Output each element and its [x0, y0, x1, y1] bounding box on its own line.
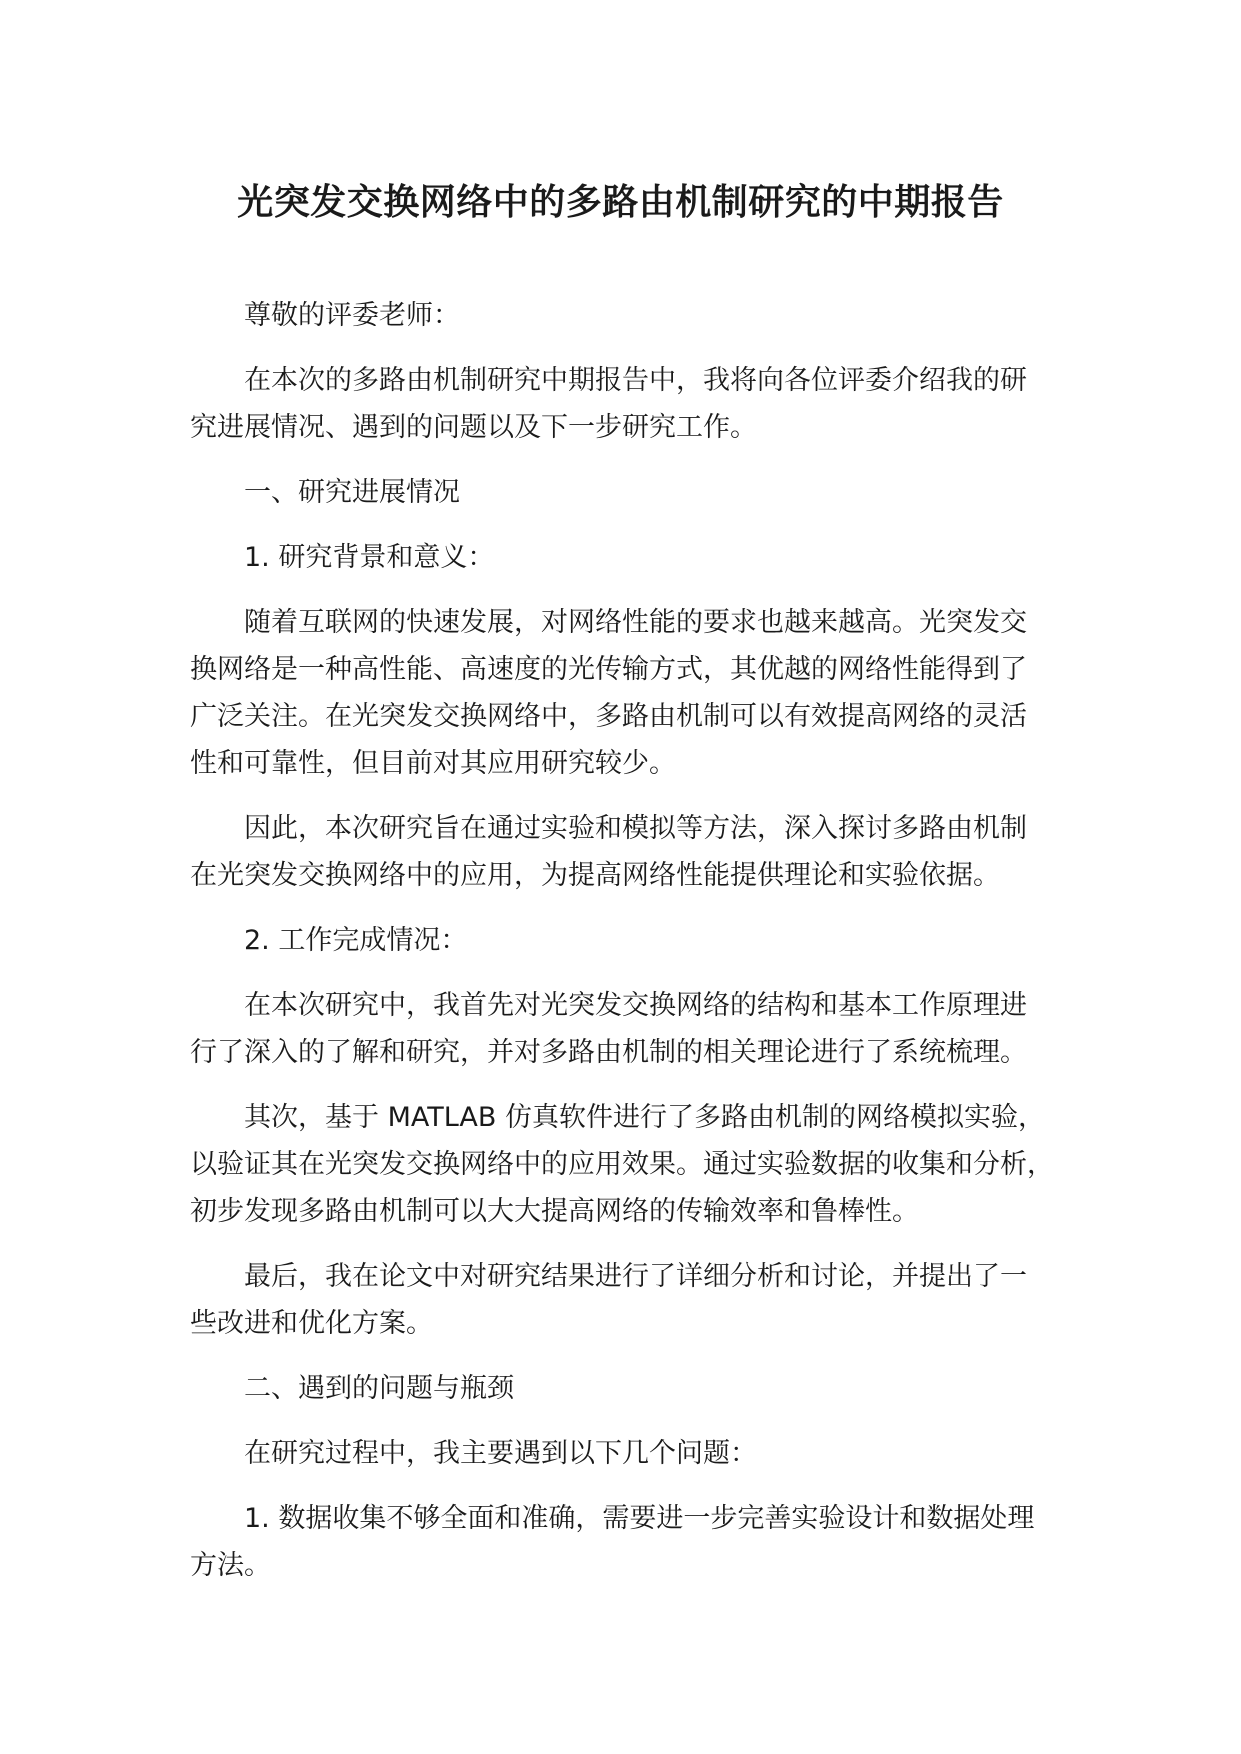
- intro-paragraph: [190, 357, 1150, 451]
- paragraph-line: 行了深入的了解和研究，并对多路由机制的相关理论进行了系统梳理。: [190, 1037, 1027, 1068]
- work-paragraph-1: [190, 982, 1150, 1076]
- problems-intro-paragraph: [190, 1430, 1150, 1477]
- paragraph-line: 广泛关注。在光突发交换网络中，多路由机制可以有效提高网络的灵活: [190, 701, 1027, 732]
- subsection-heading-work-done: [190, 917, 1150, 964]
- paragraph-line: 其次，基于 MATLAB 仿真软件进行了多路由机制的网络模拟实验，: [244, 1102, 1045, 1133]
- work-paragraph-3: [190, 1253, 1150, 1347]
- document-body: [190, 292, 1150, 1607]
- paragraph-line: 最后，我在论文中对研究结果进行了详细分析和讨论，并提出了一: [244, 1261, 1027, 1292]
- paragraph-line: 在光突发交换网络中的应用，为提高网络性能提供理论和实验依据。: [190, 860, 1000, 891]
- salutation-paragraph: [190, 292, 1150, 339]
- work-paragraph-2: [190, 1094, 1150, 1235]
- section-heading: 二、遇到的问题与瓶颈: [244, 1373, 514, 1404]
- subsection-heading: 1. 研究背景和意义：: [244, 542, 495, 573]
- section-heading-progress: [190, 469, 1150, 516]
- paragraph-line: 以验证其在光突发交换网络中的应用效果。通过实验数据的收集和分析，: [190, 1149, 1054, 1180]
- section-heading-problems: [190, 1365, 1150, 1412]
- paragraph-line: 在研究过程中，我主要遇到以下几个问题：: [244, 1438, 757, 1469]
- background-paragraph: [190, 599, 1150, 787]
- paragraph-line: 在本次的多路由机制研究中期报告中，我将向各位评委介绍我的研: [244, 365, 1027, 396]
- purpose-paragraph: [190, 805, 1150, 899]
- paragraph-line: 方法。: [190, 1550, 271, 1581]
- paragraph-line: 性和可靠性，但目前对其应用研究较少。: [190, 748, 676, 779]
- section-heading: 一、研究进展情况: [244, 477, 460, 508]
- paragraph-line: 些改进和优化方案。: [190, 1308, 433, 1339]
- paragraph-line: 因此，本次研究旨在通过实验和模拟等方法，深入探讨多路由机制: [244, 813, 1027, 844]
- subsection-heading-background: [190, 534, 1150, 581]
- subsection-heading: 2. 工作完成情况：: [244, 925, 468, 956]
- problem-item-1: [190, 1495, 1150, 1589]
- paragraph-line: 换网络是一种高性能、高速度的光传输方式，其优越的网络性能得到了: [190, 654, 1027, 685]
- paragraph-line: 在本次研究中，我首先对光突发交换网络的结构和基本工作原理进: [244, 990, 1027, 1021]
- document-title: 光突发交换网络中的多路由机制研究的中期报告: [237, 182, 1004, 223]
- paragraph-line: 1. 数据收集不够全面和准确，需要进一步完善实验设计和数据处理: [244, 1503, 1035, 1534]
- paragraph-line: 究进展情况、遇到的问题以及下一步研究工作。: [190, 412, 757, 443]
- paragraph-line: 尊敬的评委老师：: [244, 300, 460, 331]
- paragraph-line: 随着互联网的快速发展，对网络性能的要求也越来越高。光突发交: [244, 607, 1027, 638]
- paragraph-line: 初步发现多路由机制可以大大提高网络的传输效率和鲁棒性。: [190, 1196, 919, 1227]
